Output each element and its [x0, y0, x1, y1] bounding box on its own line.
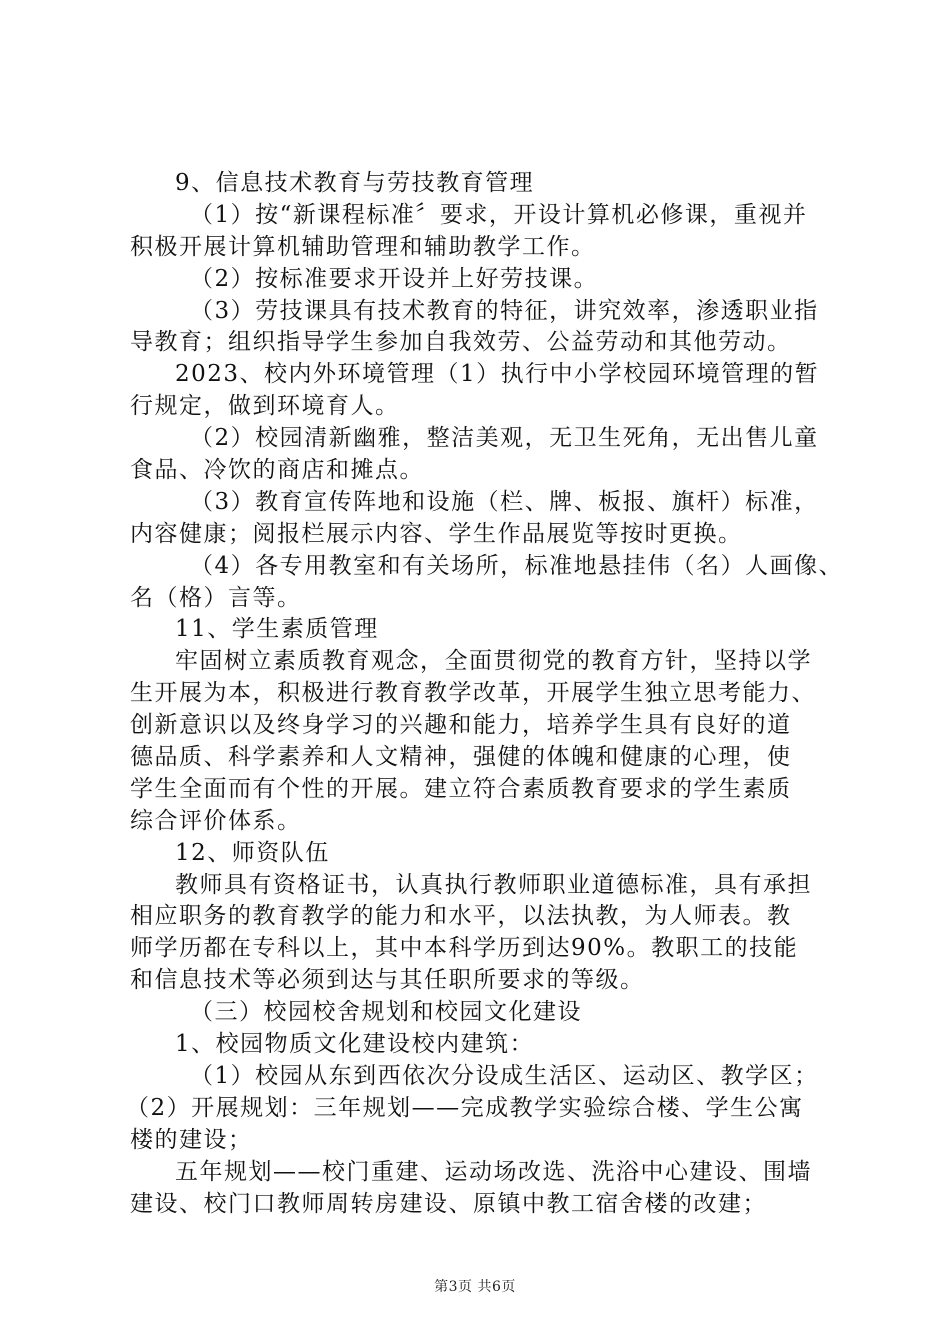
paragraph-line: 师学历都在专科以上，其中本科学历到达90%。教职工的技能	[130, 935, 799, 962]
paragraph-line: 综合评价体系。	[130, 807, 302, 834]
page-number-footer: 第3页 共6页	[434, 1279, 516, 1295]
paragraph-line: （1）校园从东到西依次分设成生活区、运动区、教学区；	[190, 1062, 819, 1089]
section-heading: 12、师资队伍	[175, 839, 330, 866]
paragraph-line: 牢固树立素质教育观念，全面贯彻党的教育方针，坚持以学	[175, 648, 812, 675]
paragraph-line: 五年规划——校门重建、运动场改选、洗浴中心建设、围墙	[175, 1158, 812, 1185]
paragraph-line: （2）按标准要求开设并上好劳技课。	[190, 265, 599, 292]
section-heading: 9、信息技术教育与劳技教育管理	[175, 170, 535, 196]
paragraph-line: （2）校园清新幽雅，整洁美观，无卫生死角，无出售儿童	[190, 425, 819, 452]
paragraph-line: 食品、冷饮的商店和摊点。	[130, 457, 424, 484]
paragraph-line: 创新意识以及终身学习的兴趣和能力，培养学生具有良好的道	[130, 712, 792, 739]
paragraph-line: 楼的建设；	[130, 1126, 253, 1153]
paragraph-line: 和信息技术等必须到达与其任职所要求的等级。	[130, 967, 645, 994]
paragraph-line: 建设、校门口教师周转房建设、原镇中教工宿舍楼的改建；	[130, 1190, 767, 1217]
paragraph-line: 行规定，做到环境育人。	[130, 393, 400, 420]
paragraph-line: （3）劳技课具有技术教育的特征，讲究效率，渗透职业指	[190, 297, 819, 324]
paragraph-line: 积极开展计算机辅助管理和辅助教学工作。	[130, 233, 596, 260]
paragraph-line: 教师具有资格证书，认真执行教师职业道德标准，具有承担	[175, 871, 812, 898]
paragraph-line: 德品质、科学素养和人文精神，强健的体魄和健康的心理，使	[130, 744, 792, 771]
paragraph-line: （2）开展规划：三年规划——完成教学实验综合楼、学生公寓	[126, 1094, 804, 1121]
section-heading: 1、校园物质文化建设校内建筑：	[175, 1031, 535, 1058]
paragraph-line: （3）教育宣传阵地和设施（栏、牌、板报、旗杆）标准，	[190, 488, 819, 515]
paragraph-line: （4）各专用教室和有关场所，标准地悬挂伟（名）人画像、	[190, 552, 844, 579]
document-body	[126, 168, 844, 1220]
paragraph-line: 名（格）言等。	[130, 584, 302, 611]
paragraph-line: （1）按“新课程标准〞要求，开设计算机必修课，重视并	[190, 201, 808, 228]
paragraph-line: 学生全面而有个性的开展。建立符合素质教育要求的学生素质	[130, 775, 792, 802]
section-heading: 2023、校内外环境管理（1）执行中小学校园环境管理的暂	[175, 361, 820, 388]
paragraph-line: 导教育；组织指导学生参加自我效劳、公益劳动和其他劳动。	[130, 329, 792, 356]
paragraph-line: 生开展为本，积极进行教育教学改革，开展学生独立思考能力、	[130, 680, 816, 707]
paragraph-line: 内容健康；阅报栏展示内容、学生作品展览等按时更换。	[130, 520, 743, 547]
section-heading: 11、学生素质管理	[175, 616, 379, 643]
paragraph-line: 相应职务的教育教学的能力和水平，以法执教，为人师表。教	[130, 903, 792, 930]
section-heading: （三）校园校舍规划和校园文化建设	[190, 999, 582, 1026]
